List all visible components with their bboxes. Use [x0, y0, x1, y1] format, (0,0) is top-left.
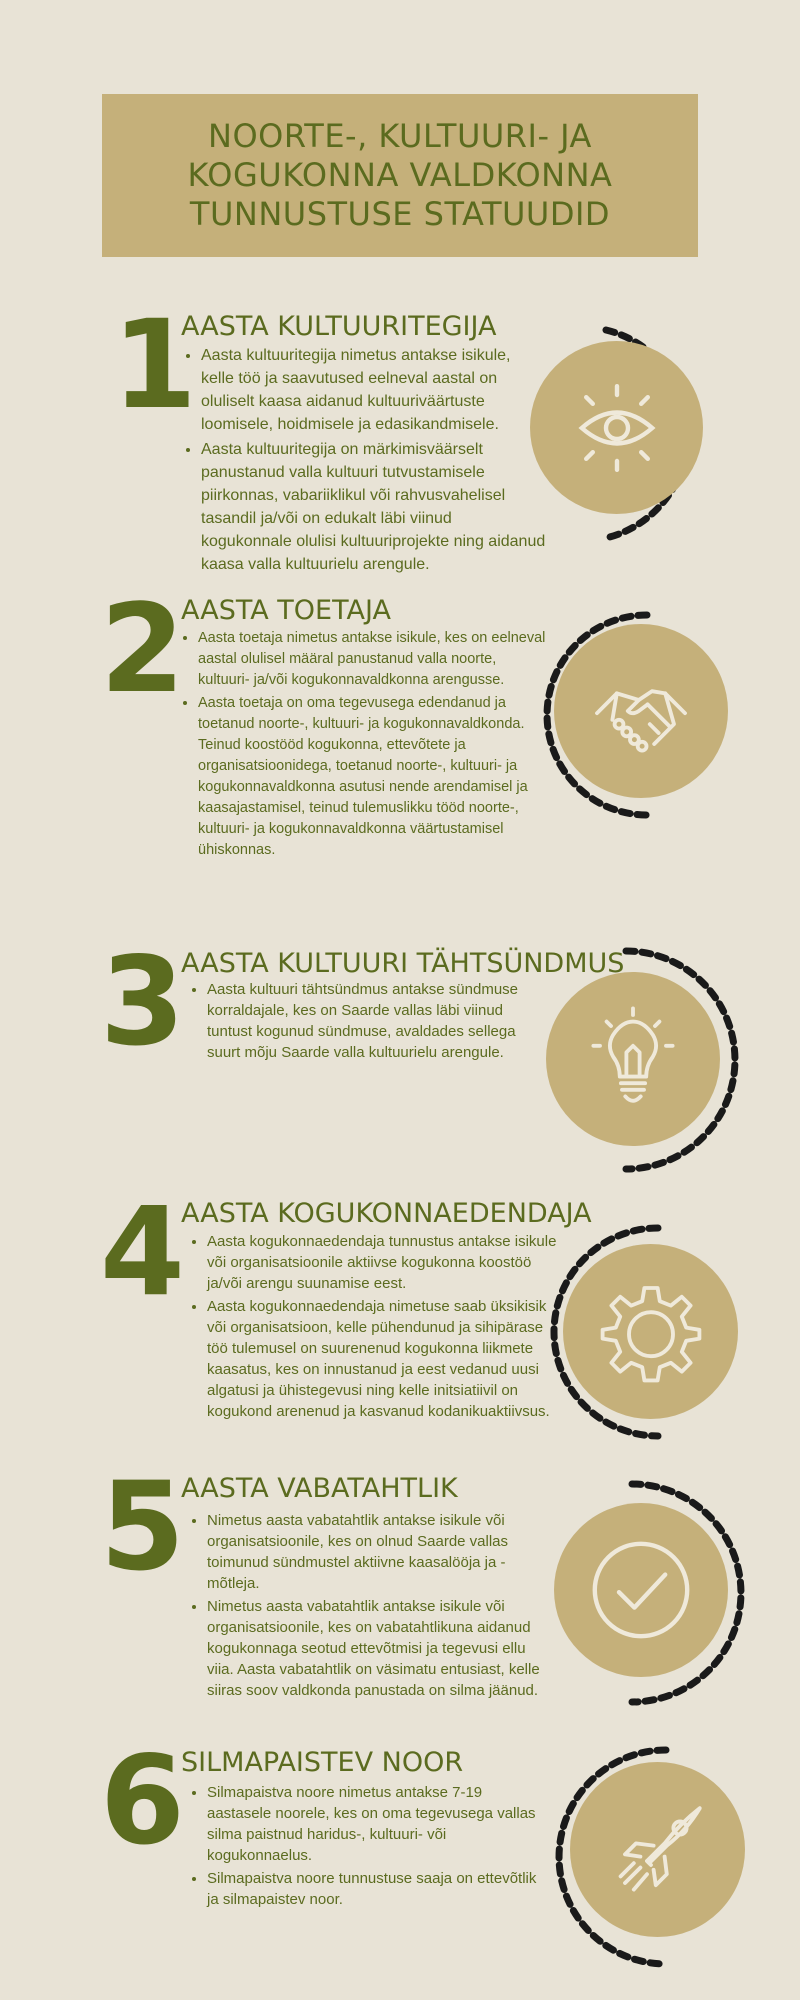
icon-circle: [546, 972, 720, 1146]
lightbulb-icon: [578, 1004, 688, 1114]
title-banner: [102, 94, 698, 257]
bullet-item: • Aasta kultuuritegija nimetus antakse isikule, kelle töö ja saavutused eelneval aastal on oluliselt kaasa aidanud kultuuriväärtuste loomisele, hoidmisele ja edasikandmisele.: [201, 344, 546, 436]
rocket-icon: [603, 1795, 713, 1905]
bullet-item: • Aasta kogukonnaedendaja tunnustus antakse isikule või organisatsioonile aktiivse kogukonna koostöö ja/või arengu suunamise eest.: [207, 1231, 557, 1294]
section-heading: AASTA KULTUURITEGIJA: [181, 311, 497, 342]
eye-icon: [562, 373, 672, 483]
section-heading: AASTA VABATAHTLIK: [181, 1473, 458, 1504]
checkmark-icon: [586, 1535, 696, 1645]
bullet-item: • Aasta kogukonnaedendaja nimetuse saab üksikisik või organisatsioon, kelle pühendunud ja sihipärase töö tulemusel on suurenenud kogukonna liikmete kaasatus, kes on innustanud ja eest vedanud uusi algatusi ja ühistegevusi ning kelle initsiatiivil on kogukond arenenud ja kasvanud kodanikuaktiivsus.: [207, 1296, 557, 1422]
section-heading: AASTA KULTUURI TÄHTSÜNDMUS: [181, 948, 625, 979]
section-heading: SILMAPAISTEV NOOR: [181, 1747, 464, 1778]
bullet-item: • Aasta kultuuri tähtsündmus antakse sündmuse korraldajale, kes on Saarde vallas läbi viinud tuntust kogunud sündmuse, avaldades sellega suurt mõju Saarde valla kultuurielu arengule.: [207, 979, 547, 1063]
bullet-item: • Aasta toetaja on oma tegevusega edendanud ja toetanud noorte-, kultuuri- ja kogukonnavaldkonda. Teinud koostööd kogukonna, ettevõtete ja organisatsioonidega, toetanud noorte-, kultuuri- ja kogukonnavaldkonna asutusi nende arendamisel ja kaasajastamisel, teinud tulemuslikku tööd noorte-, kultuuri- ja kogukonnavaldkonna väärtustamisel ühiskonnas.: [198, 693, 546, 861]
page-title: NOORTE-, KULTUURI- JA KOGUKONNA VALDKONNA TUNNUSTUSE STATUUDID: [187, 117, 613, 233]
bullet-list: [187, 979, 547, 1065]
bullet-item: • Silmapaistva noore tunnustuse saaja on ettevõtlik ja silmapaistev noor.: [207, 1868, 537, 1910]
section-number: 2: [100, 578, 185, 720]
bullet-list: [187, 1510, 547, 1703]
icon-circle: [563, 1244, 738, 1419]
icon-circle: [554, 624, 728, 798]
section-number: 5: [100, 1456, 185, 1598]
section-number: 1: [112, 294, 197, 436]
bullet-item: • Aasta toetaja nimetus antakse isikule, kes on eelneval aastal olulisel määral panustanud valla noorte, kultuuri- ja/või kogukonnavaldkonna arengusse.: [198, 628, 546, 691]
section-number: 3: [100, 931, 185, 1073]
section-heading: AASTA TOETAJA: [181, 595, 391, 626]
bullet-item: • Aasta kultuuritegija on märkimisväärselt panustanud valla kultuuri tutvustamisele piirkonnas, vabariiklikul või rahvusvahelisel tasandil ja/või on edukalt läbi viinud kogukonnale olulisi kultuuriprojekte ning aidanud kaasa valla kultuurielu arengule.: [201, 438, 546, 576]
icon-circle: [570, 1762, 745, 1937]
section-heading: AASTA KOGUKONNAEDENDAJA: [181, 1198, 592, 1229]
bullet-list: [187, 1231, 557, 1424]
gear-icon: [596, 1277, 706, 1387]
section-number: 6: [100, 1730, 185, 1872]
bullet-list: [187, 1782, 537, 1912]
section-number: 4: [100, 1181, 185, 1323]
bullet-item: • Nimetus aasta vabatahtlik antakse isikule või organisatsioonile, kes on olnud Saarde vallas toimunud sündmustel aktiivne kaasalööja ja -mõtleja.: [207, 1510, 547, 1594]
icon-circle: [554, 1503, 728, 1677]
icon-circle: [530, 341, 703, 514]
bullet-list: [181, 344, 546, 578]
handshake-icon: [586, 656, 696, 766]
bullet-item: • Silmapaistva noore nimetus antakse 7-19 aastasele noorele, kes on oma tegevusega vallas silma paistnud haridus-, kultuuri- või kogukonnaelus.: [207, 1782, 537, 1866]
bullet-item: • Nimetus aasta vabatahtlik antakse isikule või organisatsioonile, kes on vabatahtlikuna aidanud kogukonnaga seotud ettevõtmisi ja tegevusi ellu viia. Aasta vabatahtlik on väsimatu entusiast, kelle siiras soov valdkonda panustada on silma jäänud.: [207, 1596, 547, 1701]
bullet-list: [178, 628, 546, 863]
